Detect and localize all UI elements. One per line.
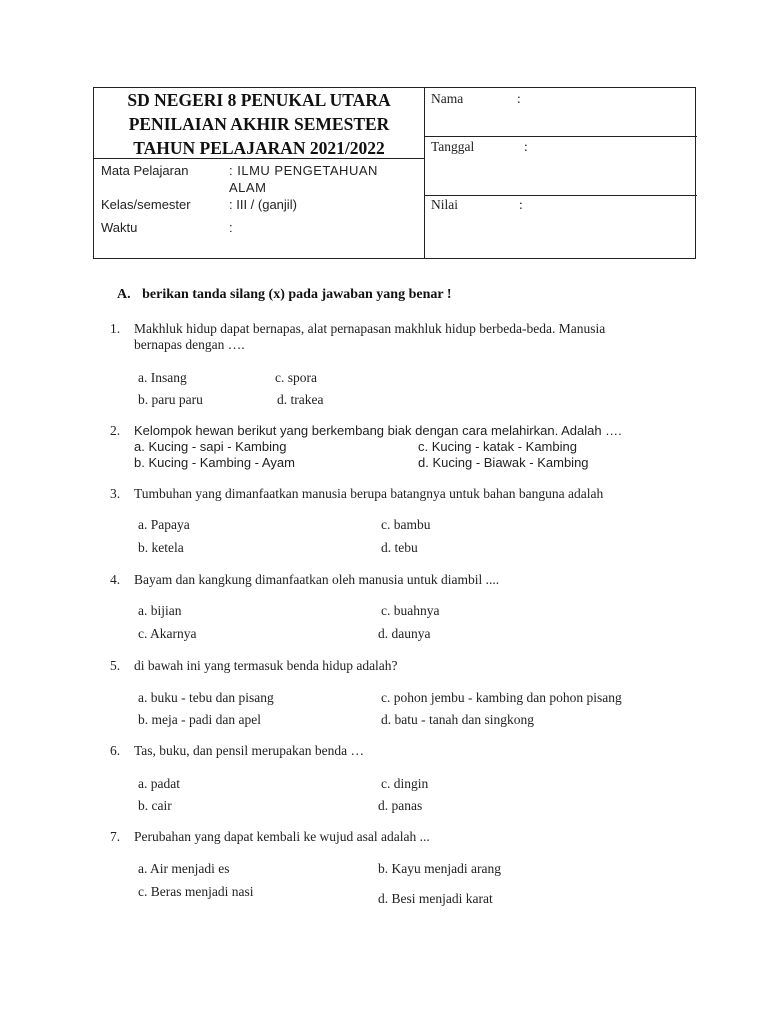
question-text: Bayam dan kangkung dimanfaatkan oleh manusia untuk diambil .... [134, 572, 500, 587]
name-field[interactable]: : [517, 91, 521, 106]
subject-label: Mata Pelajaran [101, 163, 189, 178]
answer-option[interactable]: c. Kucing - katak - Kambing [418, 439, 577, 454]
answer-option[interactable]: c. spora [275, 370, 317, 385]
class-semester-label: Kelas/semester [101, 197, 191, 212]
header-divider [424, 88, 425, 258]
question-number: 3. [110, 486, 121, 501]
answer-option[interactable]: c. pohon jembu - kambing dan pohon pisang [381, 690, 622, 705]
answer-option[interactable]: c. bambu [381, 517, 431, 532]
answer-option[interactable]: d. panas [378, 798, 423, 813]
header-divider [424, 195, 697, 196]
question-text: Perubahan yang dapat kembali ke wujud asal adalah ... [134, 829, 430, 844]
question-number: 1. [110, 321, 121, 336]
question-text: Tas, buku, dan pensil merupakan benda … [134, 743, 364, 758]
section-title: berikan tanda silang (x) pada jawaban yang benar ! [142, 287, 452, 302]
score-label: Nilai [431, 197, 458, 212]
section-marker: A. [117, 287, 131, 302]
answer-option[interactable]: b. paru paru [138, 392, 203, 407]
subject-value: : ILMU PENGETAHUAN ALAM [229, 163, 378, 195]
answer-option[interactable]: c. dingin [381, 776, 429, 791]
question-number: 4. [110, 572, 121, 587]
question-number: 5. [110, 658, 121, 673]
question-text: Kelompok hewan berikut yang berkembang biak dengan cara melahirkan. Adalah …. [134, 423, 622, 438]
question-text: Tumbuhan yang dimanfaatkan manusia berupa batangnya untuk bahan banguna adalah [134, 486, 604, 501]
score-field[interactable]: : [519, 197, 523, 212]
answer-option[interactable]: a. Insang [138, 370, 187, 385]
class-semester-value: : III / (ganjil) [229, 197, 297, 212]
answer-option[interactable]: a. Air menjadi es [138, 861, 230, 876]
answer-option[interactable]: c. buahnya [381, 603, 440, 618]
answer-option[interactable]: a. bijian [138, 603, 182, 618]
answer-option[interactable]: b. Kucing - Kambing - Ayam [134, 455, 295, 470]
answer-option[interactable]: a. Papaya [138, 517, 190, 532]
answer-option[interactable]: d. Kucing - Biawak - Kambing [418, 455, 589, 470]
answer-option[interactable]: a. buku - tebu dan pisang [138, 690, 274, 705]
school-name: SD NEGERI 8 PENUKAL UTARA [127, 90, 391, 110]
answer-option[interactable]: d. tebu [381, 540, 418, 555]
answer-option[interactable]: d. trakea [277, 392, 324, 407]
name-label: Nama [431, 91, 464, 106]
answer-option[interactable]: b. ketela [138, 540, 184, 555]
answer-option[interactable]: c. Akarnya [138, 626, 197, 641]
question-text: di bawah ini yang termasuk benda hidup adalah? [134, 658, 398, 673]
header-divider [424, 136, 697, 137]
answer-option[interactable]: b. Kayu menjadi arang [378, 861, 501, 876]
exam-name: PENILAIAN AKHIR SEMESTER [128, 114, 390, 134]
answer-option[interactable]: a. padat [138, 776, 180, 791]
date-field[interactable]: : [524, 139, 528, 154]
answer-option[interactable]: c. Beras menjadi nasi [138, 884, 254, 899]
answer-option[interactable]: a. Kucing - sapi - Kambing [134, 439, 287, 454]
answer-option[interactable]: b. meja - padi dan apel [138, 712, 261, 727]
answer-option[interactable]: d. Besi menjadi karat [378, 891, 493, 906]
header-table [93, 87, 696, 259]
answer-option[interactable]: d. batu - tanah dan singkong [381, 712, 534, 727]
date-label: Tanggal [431, 139, 475, 154]
question-number: 2. [110, 423, 121, 438]
answer-option[interactable]: d. daunya [378, 626, 431, 641]
question-number: 6. [110, 743, 121, 758]
answer-option[interactable]: b. cair [138, 798, 172, 813]
school-title [94, 88, 424, 158]
question-text: Makhluk hidup dapat bernapas, alat pernapasan makhluk hidup berbeda-beda. Manusia bernapas dengan …. [134, 321, 606, 352]
time-value: : [229, 220, 233, 235]
school-year: TAHUN PELAJARAN 2021/2022 [133, 138, 385, 158]
time-label: Waktu [101, 220, 138, 235]
section-heading [117, 287, 452, 303]
question-number: 7. [110, 829, 121, 844]
